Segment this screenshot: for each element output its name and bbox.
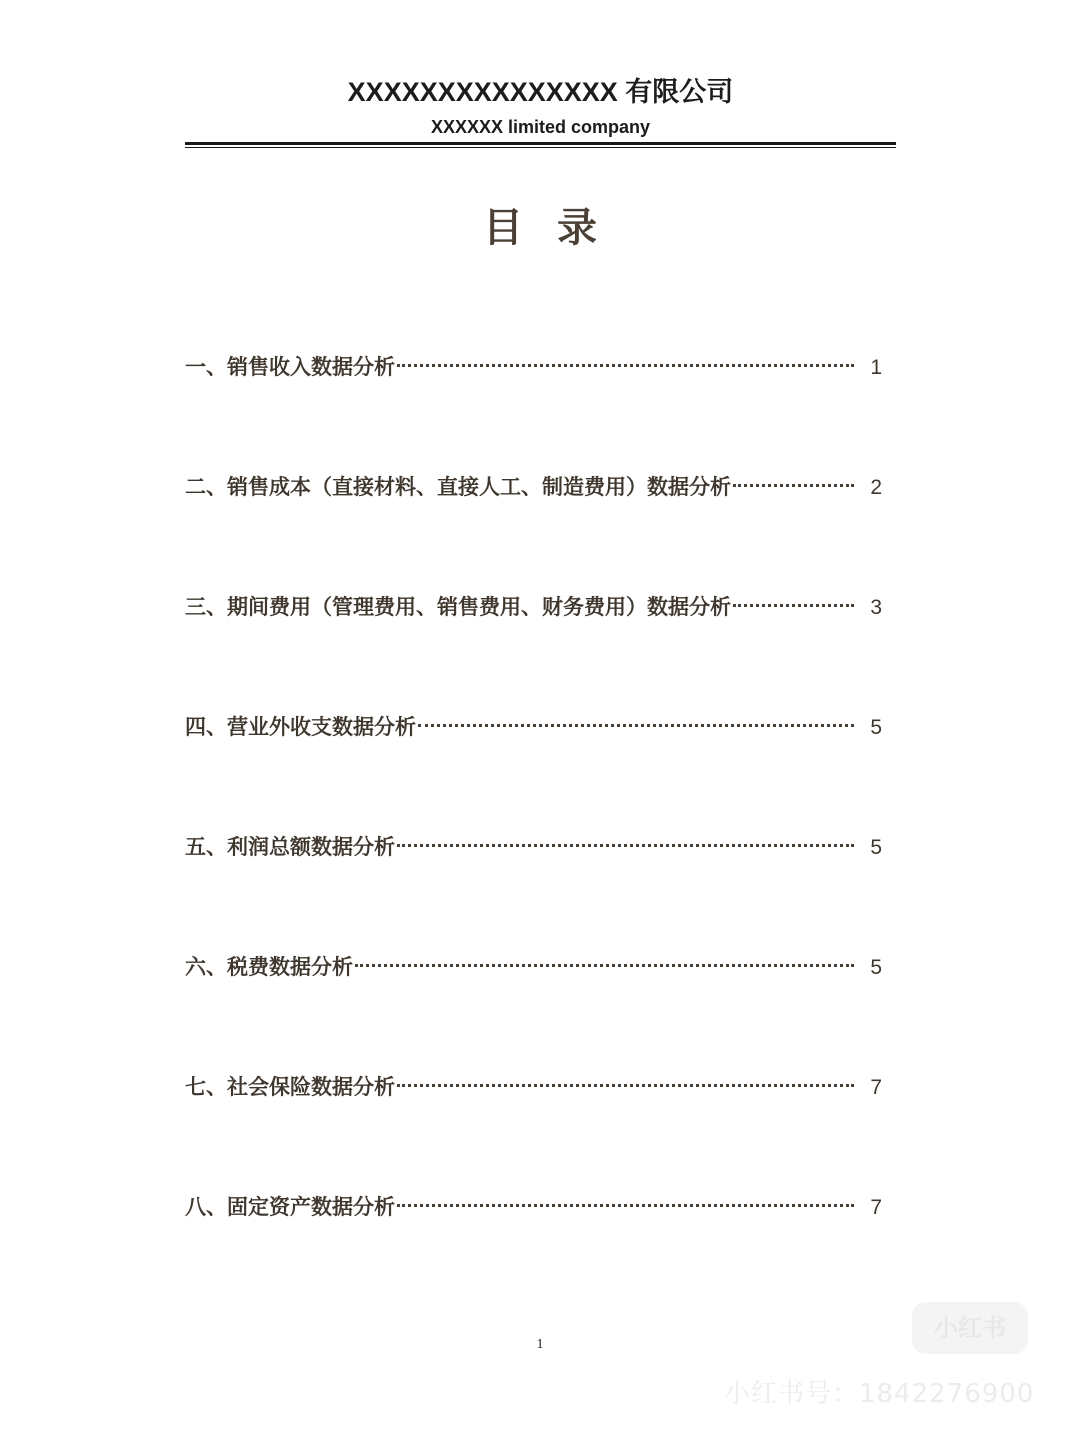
watermark-account-id: 小红书号：1842276900 — [724, 1379, 1035, 1409]
toc-entry[interactable] — [185, 466, 882, 586]
toc-dot-leader — [397, 1084, 854, 1087]
toc-entry-label: 八、固定资产数据分析 — [185, 1195, 395, 1219]
toc-list — [185, 346, 882, 1306]
header-divider-thick — [185, 142, 896, 145]
document-header — [185, 72, 896, 142]
toc-entry-label: 七、社会保险数据分析 — [185, 1075, 395, 1099]
toc-entry-page: 5 — [870, 956, 882, 979]
header-divider-thin — [185, 147, 896, 148]
toc-entry-page: 7 — [870, 1076, 882, 1099]
toc-entry-page: 5 — [870, 836, 882, 859]
toc-title: 目录 — [483, 205, 631, 251]
toc-entry-label: 二、销售成本（直接材料、直接人工、制造费用）数据分析 — [185, 475, 731, 499]
watermark-logo: 小红书 — [912, 1302, 1028, 1354]
toc-dot-leader — [733, 484, 854, 487]
toc-dot-leader — [418, 724, 854, 727]
toc-entry-label: 三、期间费用（管理费用、销售费用、财务费用）数据分析 — [185, 595, 731, 619]
page-number: 1 — [536, 1337, 544, 1352]
toc-entry-page: 7 — [870, 1196, 882, 1219]
toc-dot-leader — [397, 364, 854, 367]
toc-entry-page: 3 — [870, 596, 882, 619]
toc-dot-leader — [397, 1204, 854, 1207]
toc-entry[interactable] — [185, 346, 882, 466]
toc-entry-page: 1 — [870, 356, 882, 379]
toc-entry[interactable] — [185, 946, 882, 1066]
toc-entry[interactable] — [185, 1186, 882, 1306]
toc-entry-label: 四、营业外收支数据分析 — [185, 715, 416, 739]
toc-dot-leader — [733, 604, 854, 607]
toc-entry-page: 5 — [870, 716, 882, 739]
toc-entry-label: 五、利润总额数据分析 — [185, 835, 395, 859]
toc-entry[interactable] — [185, 826, 882, 946]
toc-entry[interactable] — [185, 1066, 882, 1186]
toc-dot-leader — [355, 964, 854, 967]
toc-dot-leader — [397, 844, 854, 847]
company-name-english: XXXXXX limited company — [430, 117, 651, 137]
toc-entry-label: 六、税费数据分析 — [185, 955, 353, 979]
toc-entry[interactable] — [185, 706, 882, 826]
toc-entry-page: 2 — [870, 476, 882, 499]
toc-entry-label: 一、销售收入数据分析 — [185, 355, 395, 379]
toc-entry[interactable] — [185, 586, 882, 706]
company-name-chinese: XXXXXXXXXXXXXXX 有限公司 — [347, 77, 734, 107]
